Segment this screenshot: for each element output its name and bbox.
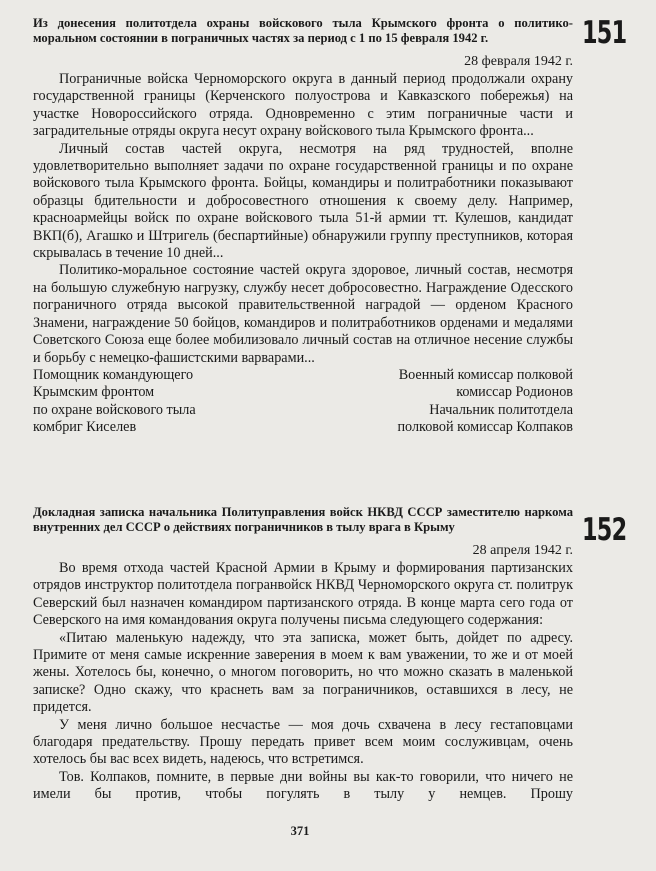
- signature-left-line: комбриг Киселев: [33, 419, 137, 436]
- signature-left-line: Помощник командующего: [33, 366, 194, 383]
- document-152-paragraph-1: Во время отхода частей Красной Армии в Крыму и формирования партизанских отрядов инструктор политотдела погранвойск НКВД Черноморского округа ст. политрук Северский был назначен командиром партизанского отряда. В конце марта сего года от Северского на имя командования округа получены письма следующего содержания:: [33, 560, 573, 629]
- document-151-paragraph-2: Личный состав частей округа, несмотря на ряд трудностей, вполне удовлетворительно выполняет задачи по охране государственной границы и по охране войскового тыла Крымского фронта. Бойцы, командиры и политработники показывают образцы бдительности и добросовестного отношения к своему делу. Например, красноармейцы войск по охране войскового тыла 51-й армии тт. Кулешов, кандидат ВКП(б), Агашко и Штригель (беспартийные) обнаружили группу преступников, которая скрывалась в течение 10 дней...: [33, 140, 573, 262]
- signature-right-line: Начальник политотдела: [429, 401, 573, 418]
- document-number-151: 151: [582, 15, 627, 51]
- document-152-heading: Докладная записка начальника Политуправления войск НКВД СССР заместителю наркома внутренних дел СССР о действиях пограничников в тылу врага в Крыму: [33, 505, 573, 534]
- signature-left-line: по охране войскового тыла: [33, 401, 196, 418]
- document-151-paragraph-1: Пограничные войска Черноморского округа в данный период продолжали охрану государственной границы (Керченского полуострова и Кавказского побережья) на участке Новороссийского отряда. Одновременно с этим пограничные части и заградительные отряды округа несут охрану войскового тыла Крымского фронта...: [33, 71, 573, 140]
- document-151-date: 28 февраля 1942 г.: [464, 54, 573, 69]
- document-151-heading: Из донесения политотдела охраны войскового тыла Крымского фронта о политико-моральном состоянии в пограничных частях за период с 1 по 15 февраля 1942 г.: [33, 16, 573, 45]
- signature-right-line: Военный комиссар полковой: [398, 366, 573, 383]
- document-151-signatures: [33, 367, 573, 437]
- signature-left-line: Крымским фронтом: [33, 384, 155, 401]
- signature-right: [397, 367, 573, 437]
- document-number-152: 152: [582, 512, 627, 548]
- signature-right-line: полковой комиссар Колпаков: [397, 419, 573, 436]
- document-152-paragraph-3: У меня лично большое несчастье — моя дочь схвачена в лесу гестаповцами благодаря предательству. Прошу передать привет всем моим сослуживцам, очень хотелось бы вас всех видеть, надеюсь, что встретимся.: [33, 716, 573, 768]
- document-151: [33, 16, 573, 437]
- document-152-paragraph-4: Тов. Колпаков, помните, в первые дни войны вы как-то говорили, что ничего не имели бы против, чтобы погулять в тылу у немцев. Прошу: [33, 768, 573, 803]
- signature-right-line: комиссар Родионов: [456, 384, 573, 401]
- document-152-paragraph-2: «Питаю маленькую надежду, что эта записка, может быть, дойдет по адресу. Примите от меня самые искренние заверения в моем к вам уважении, то же и от моей жены. Хотелось бы, конечно, о многом поговорить, но что можно сказать в маленькой записке? Одно скажу, что краснеть вам за пограничников, оставшихся в лесу, не придется.: [33, 629, 573, 716]
- document-152: [33, 505, 573, 804]
- page-number: 371: [290, 824, 310, 838]
- signature-left: [33, 367, 196, 437]
- document-151-paragraph-3: Политико-моральное состояние частей округа здоровое, личный состав, несмотря на большую служебную нагрузку, службу несет добросовестно. Награждение Одесского пограничного отряда высокой правительственной наградой — орденом Красного Знамени, награждение 50 бойцов, командиров и политработников орденами и медалями Советского Союза еще более мобилизовало личный состав на отличное несение службы и борьбу с немецко-фашистскими варварами...: [33, 262, 573, 366]
- document-152-date: 28 апреля 1942 г.: [472, 543, 573, 558]
